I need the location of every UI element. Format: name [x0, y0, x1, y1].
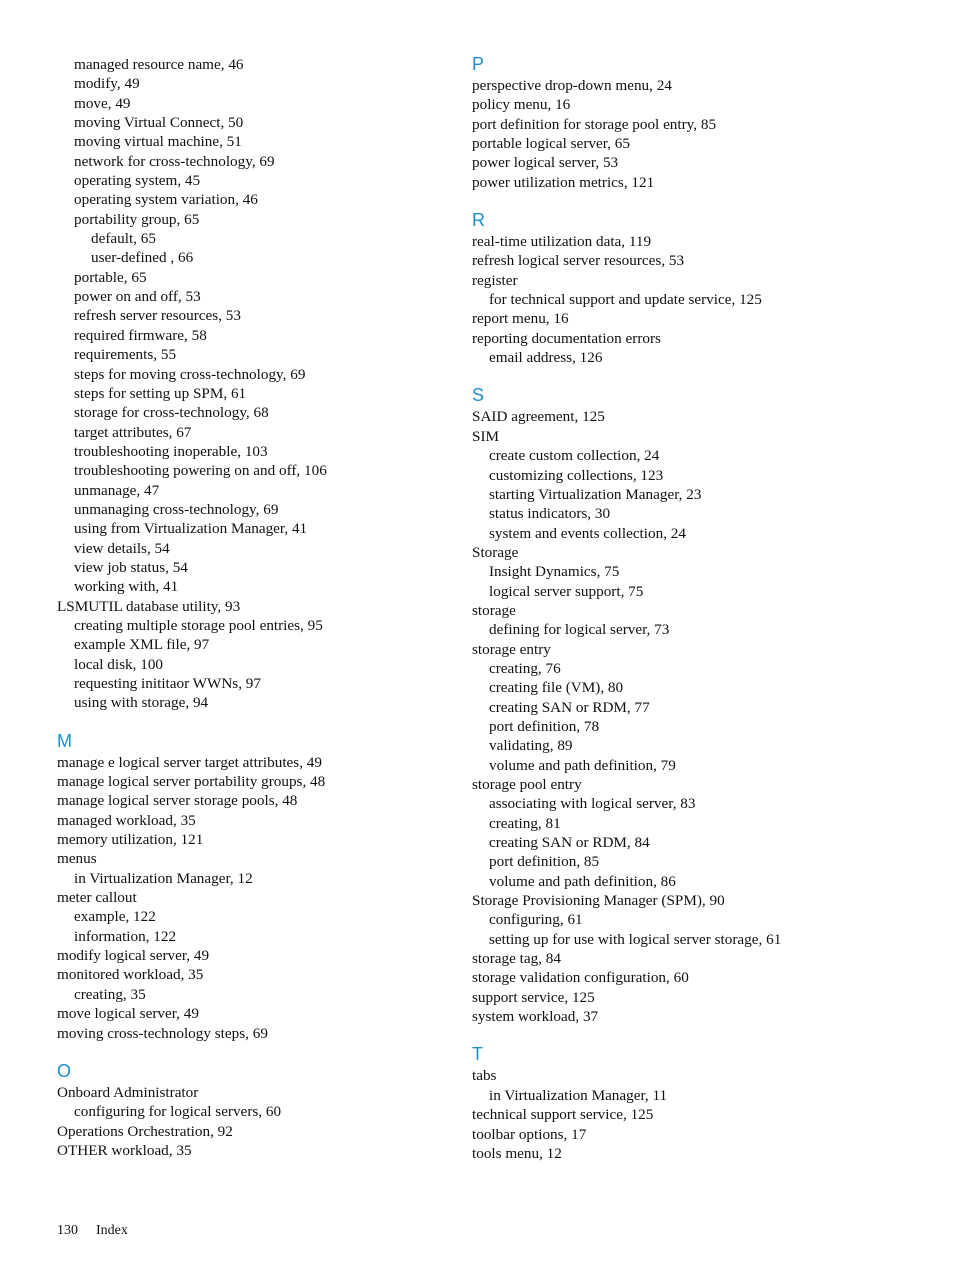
index-entry: port definition for storage pool entry, 85	[472, 115, 717, 133]
index-subentry: troubleshooting inoperable, 103	[74, 442, 268, 460]
index-subentry: steps for moving cross-technology, 69	[74, 365, 306, 383]
index-letter-heading: M	[57, 730, 72, 751]
index-entry: portable logical server, 65	[472, 135, 630, 153]
index-subentry: system and events collection, 24	[489, 524, 686, 542]
index-entry: manage e logical server target attributes, 49	[57, 753, 322, 771]
index-subentry: information, 122	[74, 927, 177, 945]
index-entry: monitored workload, 35	[57, 966, 204, 984]
index-subentry: example, 122	[74, 908, 156, 926]
index-letter-heading: O	[57, 1060, 72, 1081]
index-letter-heading: T	[472, 1044, 483, 1065]
index-subentry: local disk, 100	[74, 655, 164, 673]
index-entry: perspective drop-down menu, 24	[472, 77, 672, 94]
index-subentry: steps for setting up SPM, 61	[74, 384, 247, 402]
index-entry: Storage Provisioning Manager (SPM), 90	[472, 892, 725, 910]
index-subentry: portable, 65	[74, 268, 147, 286]
index-subentry: target attributes, 67	[74, 423, 192, 441]
index-entry: power logical server, 53	[472, 154, 619, 172]
index-entry: reporting documentation errors	[472, 329, 661, 347]
page-number: 130	[57, 1223, 78, 1238]
index-entry: support service, 125	[472, 988, 595, 1006]
index-subentry: moving virtual machine, 51	[74, 133, 242, 151]
index-entry: register	[472, 271, 518, 289]
index-subentry: associating with logical server, 83	[489, 795, 696, 813]
index-entry: system workload, 37	[472, 1008, 599, 1026]
index-entry: meter callout	[57, 889, 137, 907]
index-subentry: port definition, 78	[489, 717, 600, 735]
index-subentry: validating, 89	[489, 737, 573, 755]
index-subentry: required firmware, 58	[74, 326, 207, 344]
index-subentry: create custom collection, 24	[489, 447, 660, 465]
index-subentry: requesting inititaor WWNs, 97	[74, 675, 261, 692]
index-entry: manage logical server portability groups, 48	[57, 773, 326, 791]
index-subentry: status indicators, 30	[489, 505, 611, 523]
index-subentry: using from Virtualization Manager, 41	[74, 520, 308, 538]
index-subentry: working with, 41	[74, 578, 179, 596]
index-entry: Operations Orchestration, 92	[57, 1122, 233, 1140]
index-subentry: in Virtualization Manager, 12	[74, 869, 253, 887]
index-entry: storage entry	[472, 640, 551, 658]
index-letter-heading: S	[472, 385, 485, 406]
index-entry: refresh logical server resources, 53	[472, 252, 685, 270]
index-subentry: starting Virtualization Manager, 23	[489, 485, 702, 503]
index-subentry: managed resource name, 46	[74, 56, 244, 73]
index-subentry: in Virtualization Manager, 11	[489, 1086, 668, 1104]
index-letter-heading: P	[472, 54, 485, 74]
footer-section-title: Index	[96, 1223, 128, 1238]
page-footer	[57, 1222, 128, 1240]
index-subentry: requirements, 55	[74, 346, 177, 364]
index-entry: real-time utilization data, 119	[472, 233, 652, 251]
index-entry: storage tag, 84	[472, 950, 561, 968]
index-entry: report menu, 16	[472, 310, 569, 328]
index-subentry: port definition, 85	[489, 853, 600, 871]
index-subentry: modify, 49	[74, 75, 140, 93]
index-subentry: example XML file, 97	[74, 636, 210, 654]
index-subentry: volume and path definition, 86	[489, 872, 676, 890]
index-subentry: power on and off, 53	[74, 288, 201, 306]
index-entry: OTHER workload, 35	[57, 1141, 192, 1159]
index-entry: LSMUTIL database utility, 93	[57, 597, 241, 615]
index-subentry: creating SAN or RDM, 84	[489, 834, 650, 852]
index-letter-heading: R	[472, 210, 485, 231]
index-subentry: creating, 35	[74, 985, 146, 1003]
index-entry: policy menu, 16	[472, 96, 571, 114]
index-subentry: email address, 126	[489, 349, 603, 367]
index-entry: storage validation configuration, 60	[472, 969, 689, 987]
index-subentry: creating, 81	[489, 814, 561, 832]
index-entry: Onboard Administrator	[57, 1083, 199, 1101]
index-subentry: configuring for logical servers, 60	[74, 1103, 282, 1121]
index-entry: power utilization metrics, 121	[472, 173, 655, 191]
index-subentry: move, 49	[74, 94, 131, 112]
index-subentry: operating system variation, 46	[74, 191, 258, 209]
index-entry: modify logical server, 49	[57, 947, 210, 965]
index-subentry: creating file (VM), 80	[489, 679, 624, 697]
index-entry: storage	[472, 601, 516, 619]
index-entry: storage pool entry	[472, 776, 582, 793]
index-subentry: refresh server resources, 53	[74, 307, 241, 325]
index-subentry: user-defined , 66	[91, 249, 194, 267]
index-subentry: creating multiple storage pool entries, 95	[74, 616, 323, 634]
index-entry: SIM	[472, 427, 500, 445]
index-subentry: logical server support, 75	[489, 582, 644, 600]
index-subentry: setting up for use with logical server storage, 61	[489, 930, 782, 948]
index-entry: menus	[57, 850, 97, 868]
index-subentry: unmanaging cross-technology, 69	[74, 500, 279, 518]
index-subentry: creating, 76	[489, 659, 561, 677]
index-entry: manage logical server storage pools, 48	[57, 792, 298, 810]
index-subentry: moving Virtual Connect, 50	[74, 114, 244, 132]
index-subentry: default, 65	[91, 230, 156, 248]
index-subentry: customizing collections, 123	[489, 466, 664, 484]
index-entry: move logical server, 49	[57, 1005, 199, 1023]
index-subentry: view job status, 54	[74, 558, 188, 576]
index-entry: technical support service, 125	[472, 1106, 654, 1124]
index-entry: toolbar options, 17	[472, 1125, 587, 1143]
index-subentry: configuring, 61	[489, 911, 583, 929]
index-entry: managed workload, 35	[57, 811, 196, 829]
index-subentry: unmanage, 47	[74, 481, 160, 499]
index-entry: memory utilization, 121	[57, 831, 204, 849]
index-subentry: volume and path definition, 79	[489, 756, 676, 774]
index-entry: moving cross-technology steps, 69	[57, 1024, 268, 1042]
index-subentry: creating SAN or RDM, 77	[489, 698, 650, 716]
index-subentry: network for cross-technology, 69	[74, 152, 275, 170]
index-subentry: Insight Dynamics, 75	[489, 563, 620, 581]
index-subentry: storage for cross-technology, 68	[74, 404, 269, 422]
index-subentry: troubleshooting powering on and off, 106	[74, 462, 327, 480]
index-entry: Storage	[472, 543, 519, 561]
index-column-left	[57, 55, 452, 1160]
index-entry: SAID agreement, 125	[472, 408, 605, 426]
index-subentry: using with storage, 94	[74, 694, 209, 712]
index-subentry: for technical support and update service, 125	[489, 291, 762, 309]
index-subentry: defining for logical server, 73	[489, 621, 670, 639]
index-subentry: operating system, 45	[74, 172, 201, 190]
index-entry: tabs	[472, 1067, 497, 1085]
index-subentry: view details, 54	[74, 539, 170, 557]
index-column-right	[472, 55, 932, 1163]
index-entry: tools menu, 12	[472, 1144, 562, 1162]
index-subentry: portability group, 65	[74, 210, 200, 228]
